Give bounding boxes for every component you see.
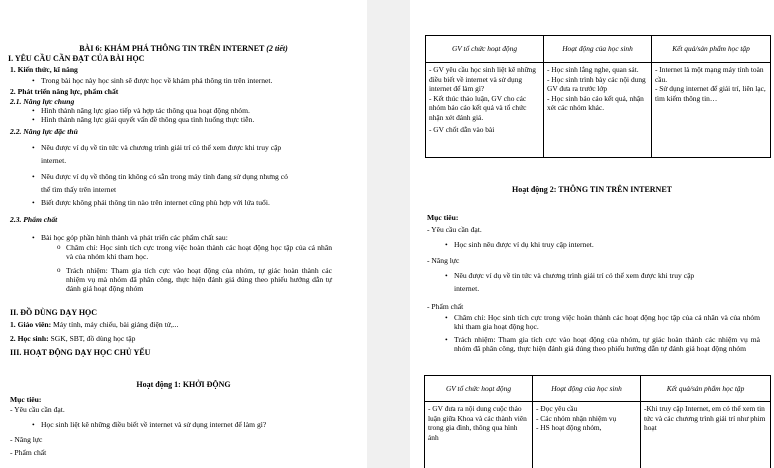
goal-item: - Năng lực — [427, 256, 460, 265]
activity-heading: Hoạt động 1: KHỞI ĐỘNG — [136, 380, 231, 389]
lesson-title: BÀI 6: KHÁM PHÁ THÔNG TIN TRÊN INTERNET (2 tiết) — [79, 44, 288, 53]
table-cell: - GV yêu cầu học sinh liệt kê những điều biết về internet và sử dụng internet để làm gì? - Kết thúc thảo luận, GV cho các nhóm báo cáo kết quả và tổ chức nhận xét đánh giá. - GV chốt dẫn vào bài — [426, 63, 544, 158]
bullet-item: • Nêu được ví dụ về tin tức và chương trình giải trí có thể xem được khi truy cập — [41, 143, 281, 152]
table-header: Hoạt động của học sinh — [544, 36, 652, 63]
table-header: Kết quả/sản phẩm học tập — [652, 36, 771, 63]
bullet-item: • Hình thành năng lực giao tiếp và hợp tác thông qua hoạt động nhóm. — [41, 106, 250, 115]
activity-heading: Hoạt động 2: THÔNG TIN TRÊN INTERNET — [511, 185, 673, 194]
activity-table-2 — [424, 375, 771, 468]
sub-bullet-item: o Chăm chỉ: Học sinh tích cực trong việc hoàn thành các hoạt động học tập của cá nhân và của nhóm khi tham học. — [66, 243, 332, 261]
bullet-item: • Nêu được ví dụ về tin tức và chương trình giải trí có thể xem được khi truy cập — [454, 271, 694, 280]
bullet-item: • Trách nhiệm: Tham gia tích cực vào hoạt động của nhóm, tự giác hoàn thành các nhiệm vụ mà nhóm đã phân công, thực hiện đánh giá đúng theo phiếu hướng dẫn tự đánh giá hoạt động nhóm — [454, 335, 760, 353]
bullet-item: • Học sinh nêu được ví dụ khi truy cập internet. — [454, 240, 594, 249]
table-cell: - Internet là một mạng máy tính toàn cầu. - Sử dụng internet để giải trí, liên lạc, tìm kiếm thông tin… — [652, 63, 771, 158]
document-page-left — [0, 0, 367, 468]
goal-label: Mục tiêu: — [10, 395, 42, 404]
bullet-item: • Hình thành năng lực giải quyết vấn đề thông qua tình huống thực tiễn. — [41, 115, 254, 124]
goal-item: - Phẩm chất — [427, 302, 464, 311]
bullet-item: • Chăm chỉ: Học sinh tích cực trong việc hoàn thành các hoạt động học tập của cá nhân và của nhóm khi tham gia hoạt động học. — [454, 313, 760, 331]
sub-bullet-item: o Trách nhiệm: Tham gia tích cực vào hoạt động của nhóm, tự giác hoàn thành các nhiệm vụ mà nhóm đã phân công, thực hiện đánh giá đúng theo phiếu hướng dẫn tự đánh giá hoạt động nhóm — [66, 266, 332, 293]
goal-item: - Phẩm chất — [10, 448, 47, 457]
subsection-heading: 2. Phát triển năng lực, phẩm chất — [10, 87, 119, 96]
goal-item: - Yêu cầu cần đạt. — [427, 225, 482, 234]
subsection-heading: 2.1. Năng lực chung — [10, 97, 75, 106]
subsection-heading: 1. Kiến thức, kĩ năng — [10, 65, 78, 74]
section-heading: I. YÊU CẦU CẦN ĐẠT CỦA BÀI HỌC — [8, 54, 145, 63]
table-cell: - Đọc yêu cầu - Các nhóm nhận nhiệm vụ - HS hoạt động nhóm, — [533, 402, 641, 468]
subsection-heading: 2.3. Phẩm chất — [10, 215, 58, 224]
table-header: Kết quả/sản phẩm học tập — [641, 376, 771, 402]
bullet-continuation: internet. — [41, 156, 67, 165]
goal-item: - Yêu cầu cần đạt. — [10, 405, 65, 414]
table-header: GV tổ chức hoạt động — [426, 36, 544, 63]
section-heading: II. ĐỒ DÙNG DẠY HỌC — [10, 308, 98, 317]
materials-student: 2. Học sinh: SGK, SBT, đồ dùng học tập — [10, 334, 136, 343]
table-cell: - GV đưa ra nội dung cuộc thảo luận giữa Khoa và các thành viên trong gia đình, thông qua hình ảnh — [425, 402, 533, 468]
bullet-continuation: thể tìm thấy trên internet — [41, 185, 117, 194]
activity-table-1 — [425, 35, 771, 158]
bullet-continuation: internet. — [454, 284, 480, 293]
bullet-item: • Nêu được ví dụ về thông tin không có sẵn trong máy tính đang sử dụng nhưng có — [41, 172, 288, 181]
bullet-item: • Trong bài học này học sinh sẽ được học về khám phá thông tin trên internet. — [41, 76, 272, 85]
table-header: Hoạt động của học sinh — [533, 376, 641, 402]
table-cell: - Học sinh lắng nghe, quan sát. - Học sinh trình bày các nội dung GV đưa ra trước lớp - Học sinh báo cáo kết quả, nhận xét các nhóm khác. — [544, 63, 652, 158]
section-heading: III. HOẠT ĐỘNG DẠY HỌC CHỦ YẾU — [10, 348, 151, 357]
bullet-item: • Học sinh liệt kê những điều biết về internet và sử dụng internet để làm gì? — [41, 420, 266, 429]
goal-label: Mục tiêu: — [427, 213, 459, 222]
materials-teacher: 1. Giáo viên: Máy tính, máy chiếu, bài giảng điện tử,... — [10, 320, 179, 329]
bullet-item: • Biết được không phải thông tin nào trên internet cũng phù hợp với lứa tuổi. — [41, 198, 270, 207]
goal-item: - Năng lực — [10, 435, 43, 444]
table-cell: -Khi truy cập Internet, em có thể xem tin tức và các chương trình giải trí như phim hoạt — [641, 402, 771, 468]
bullet-item: • Bài học góp phần hình thành và phát triển các phẩm chất sau: — [41, 233, 228, 242]
table-header: GV tổ chức hoạt động — [425, 376, 533, 402]
document-page-right — [410, 0, 774, 468]
subsection-heading: 2.2. Năng lực đặc thù — [10, 127, 78, 136]
